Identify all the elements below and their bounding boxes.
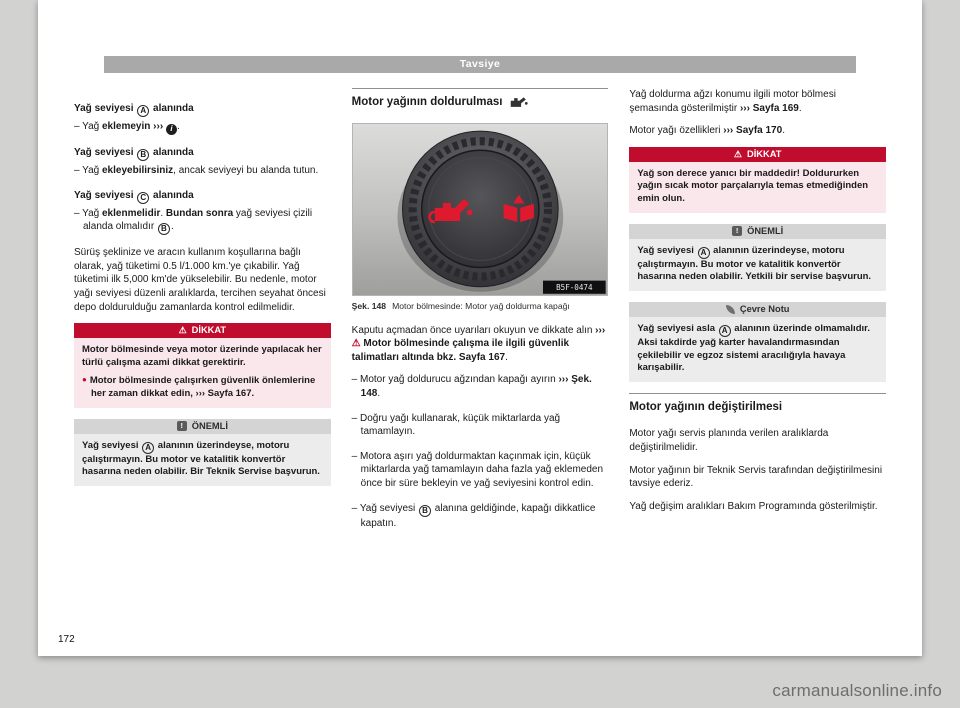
column-middle <box>352 88 609 616</box>
oil-level-a-heading <box>74 102 331 117</box>
text-segment: Yağ seviyesi <box>74 189 137 201</box>
circled-letter-C: C <box>137 192 149 204</box>
circled-letter-B: B <box>419 505 431 517</box>
fill-step-1 <box>352 373 609 400</box>
oil-change-interval-paragraph: Motor yağı servis planında verilen aralıklarda değiştirilmelidir. <box>629 428 829 453</box>
text-segment: Motor yağı özellikleri <box>629 125 724 137</box>
important-box <box>74 419 331 486</box>
text-segment: . <box>170 221 174 233</box>
caution-box-flammable <box>629 147 886 213</box>
important-box-body <box>74 434 331 486</box>
content-columns <box>74 88 886 616</box>
text-segment: – Motora aşırı yağ doldurmaktan kaçınmak için, küçük miktarlarda yağ tamamlayın daha fazla yağ eklemeden önce bir süre bekleyin ve yağ seviyesini kontrol edin. <box>351 450 604 489</box>
circled-letter-A: A <box>698 247 710 259</box>
caution-box <box>74 323 331 408</box>
text-segment: Yağ seviyesi asla <box>637 322 718 334</box>
text-segment: . <box>782 125 785 137</box>
text-segment: ››› Sayfa 170 <box>723 125 783 137</box>
circled-letter-B: B <box>137 149 149 161</box>
text-segment: alanına geldiğinde, kapağı dikkatlice kapatın. <box>360 502 596 529</box>
environment-note-title: Çevre Notu <box>739 304 790 315</box>
fill-step-4 <box>352 502 609 531</box>
section-heading-oil-filling <box>352 88 609 116</box>
text-segment: . <box>176 121 180 132</box>
section-heading-oil-change <box>629 393 886 421</box>
text-segment: ››› <box>153 121 164 132</box>
text-segment: – Yağ <box>74 207 102 219</box>
text-segment: . <box>377 387 381 399</box>
text-segment: eklenmelidir <box>102 207 161 219</box>
text-segment: alanında <box>150 146 194 158</box>
figure-caption-label: Şek. 148 <box>351 301 387 312</box>
caution-bullet-line <box>82 375 323 400</box>
text-segment: ››› Şek. 148 <box>360 374 592 399</box>
section-header-bar: Tavsiye <box>104 56 856 73</box>
oil-level-c-heading <box>74 189 331 204</box>
warning-triangle-icon: ⚠ <box>733 148 742 159</box>
text-segment: . <box>798 102 802 114</box>
important-text <box>82 440 323 479</box>
fill-step-2 <box>352 412 609 439</box>
environment-note-body <box>629 317 886 382</box>
important-box-header <box>74 419 331 434</box>
document-page <box>38 0 922 656</box>
text-segment: – Yağ <box>74 164 102 176</box>
important-box-title: ÖNEMLİ <box>191 420 228 431</box>
environment-note-text <box>637 323 878 375</box>
watermark-text: carmanualsonline.info <box>772 681 942 700</box>
oil-level-a-instruction <box>74 120 331 135</box>
section-heading-text: Motor yağının değiştirilmesi <box>629 400 783 413</box>
environment-note-box <box>629 302 886 382</box>
text-segment: ››› <box>595 324 606 336</box>
exclamation-icon: ! <box>177 421 187 431</box>
text-segment: yağ seviyesi çizili alanda olmalıdır <box>83 207 313 233</box>
page-number: 172 <box>58 634 75 645</box>
important-text <box>637 245 878 284</box>
figure-caption <box>352 301 609 312</box>
text-segment: Yağ seviyesi <box>74 146 137 158</box>
caution-text: Yağ son derece yanıcı bir maddedir! Doldururken yağın sıcak motor parçalarıyla temas etmediğinden emin olun. <box>637 167 869 205</box>
environment-note-header <box>629 302 886 317</box>
circled-letter-A: A <box>719 325 731 337</box>
caution-box-body <box>74 338 331 408</box>
text-segment: , ancak seviyeyi bu alanda tutun. <box>173 164 319 176</box>
oil-level-b-instruction <box>74 164 331 178</box>
oil-cap-illustration <box>353 124 608 296</box>
figure-tag: B5F-0474 <box>555 282 593 292</box>
text-segment: – Yağ <box>74 121 102 132</box>
text-segment: alanında <box>150 103 194 114</box>
caution-box-header <box>629 147 886 162</box>
text-segment: alanında <box>150 189 194 201</box>
bullet-icon: ● <box>82 375 87 385</box>
text-segment: Yağ doldurma ağzı konumu ilgili motor bölmesi şemasında gösterilmiştir <box>629 89 836 114</box>
important-box-right <box>629 224 886 291</box>
caution-bullet-text: Motor bölmesinde çalışırken güvenlik önlemlerine her zaman dikkat edin, ››› Sayfa 167. <box>89 375 316 399</box>
caution-box-title: DİKKAT <box>191 325 227 336</box>
text-segment: Motor bölmesinde çalışma ile ilgili güvenlik talimatları altında bkz. Sayfa 167 <box>351 338 570 363</box>
text-segment: ekleyebilirsiniz <box>102 164 174 176</box>
figure-oil-cap-photo <box>352 123 609 297</box>
circled-letter-A: A <box>142 442 154 454</box>
oil-consumption-paragraph: Sürüş şeklinize ve aracın kullanım koşullarına bağlı olarak, yağ tüketimi 0.5 l/1.000 km.'ye çıkabilir. Yağ tüketimi ilk 5,000 km'de yükselebilir. Bu nedenle, motor yağı seviyesi düzenli aralıklarda, tercihen seyahat öncesi depo doldurulduğu zamanlarda kontrol edilmelidir. <box>74 247 326 313</box>
text-segment: . <box>505 351 508 363</box>
text-segment: Kaputu açmadan önce uyarıları okuyun ve dikkate alın <box>351 324 596 336</box>
caution-box-body <box>629 162 886 213</box>
oil-change-service-paragraph: Motor yağının bir Teknik Servis tarafından değiştirilmesini tavsiye ederiz. <box>629 464 883 490</box>
exclamation-icon: ! <box>732 226 742 236</box>
important-box-title: ÖNEMLİ <box>747 225 784 236</box>
oil-spec-paragraph <box>629 124 886 138</box>
fill-step-3 <box>352 450 609 491</box>
warning-icon: ⚠ <box>351 338 361 350</box>
text-segment: Yağ seviyesi <box>82 439 142 451</box>
oil-level-c-instruction <box>74 207 331 236</box>
circled-letter-A: A <box>137 105 149 117</box>
warning-triangle-icon: ⚠ <box>178 325 187 336</box>
circled-letter-B: B <box>158 223 170 235</box>
text-segment: ››› Sayfa 169 <box>739 102 799 114</box>
text-segment: . <box>160 207 166 219</box>
text-segment: – Doğru yağı kullanarak, küçük miktarlarda yağ tamamlayın. <box>351 412 561 438</box>
oil-can-icon <box>509 96 528 109</box>
caution-text: Motor bölmesinde veya motor üzerinde yapılacak her türlü çalışma azami dikkat gerektirir. <box>82 344 322 368</box>
caution-box-title: DİKKAT <box>747 148 782 159</box>
important-box-header <box>629 224 886 239</box>
text-segment: alanının üzerinde olmamalıdır. Aksi takdirde yağ karter havalandırmasından çekilebilir ve egzoz sistemi aracılığıyla havaya karışabilir. <box>637 322 870 374</box>
text-segment: – Yağ seviyesi <box>351 502 419 514</box>
text-segment: eklemeyin <box>102 121 151 132</box>
text-segment: Yağ seviyesi <box>74 103 137 114</box>
text-segment: – Motor yağ doldurucu ağzından kapağı ayırın <box>351 374 559 386</box>
oil-change-program-paragraph: Yağ değişim aralıkları Bakım Programında gösterilmiştir. <box>629 500 878 512</box>
text-segment: Bundan sonra <box>165 207 234 219</box>
leaf-icon <box>726 305 735 314</box>
column-left <box>74 88 331 616</box>
figure-caption-text: Motor bölmesinde: Motor yağ doldurma kapağı <box>392 301 570 312</box>
important-box-body <box>629 239 886 291</box>
column-right <box>629 88 886 616</box>
text-segment: alanının üzerindeyse, motoru çalıştırmayın. Bu motor ve katalitik konvertör hasarına neden olabilir. Bir Teknik Servise başvurun. <box>82 439 320 478</box>
text-segment: alanının üzerindeyse, motoru çalıştırmayın. Bu motor ve katalitik konvertör hasarına neden olabilir. Yetkili bir servise başvurun. <box>637 244 872 283</box>
info-icon: i <box>166 124 177 135</box>
bonnet-warning-paragraph <box>352 324 609 365</box>
oil-level-b-heading <box>74 146 331 161</box>
section-heading-text: Motor yağının doldurulması <box>351 96 503 108</box>
caution-box-header <box>74 323 331 338</box>
filler-location-paragraph <box>629 88 886 115</box>
text-segment: Yağ seviyesi <box>637 244 697 256</box>
